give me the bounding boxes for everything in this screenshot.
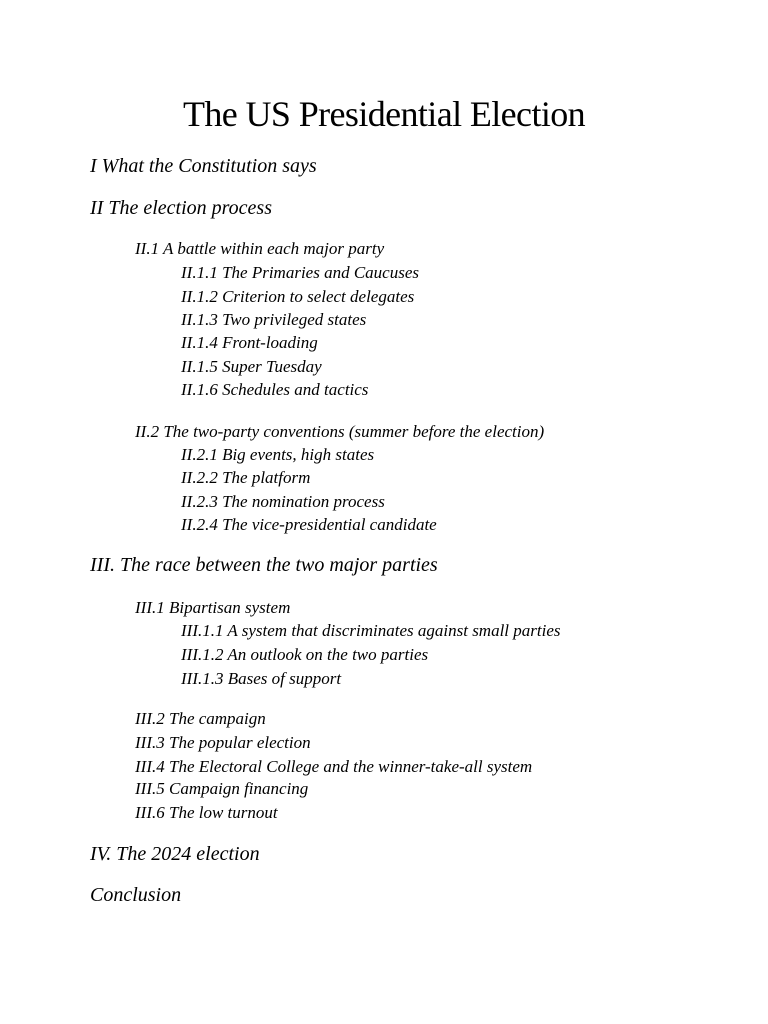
outline-heading-1: Conclusion	[90, 884, 182, 906]
outline-heading-1: III. The race between the two major parties	[90, 554, 438, 576]
outline-heading-3: II.1.5 Super Tuesday	[181, 357, 322, 376]
outline-heading-3: II.2.3 The nomination process	[181, 492, 385, 511]
outline-heading-2: III.5 Campaign financing	[135, 779, 309, 798]
outline-heading-3: II.1.4 Front-loading	[181, 333, 318, 352]
outline-heading-3: II.1.2 Criterion to select delegates	[181, 287, 415, 306]
outline-heading-3: III.1.3 Bases of support	[181, 669, 342, 688]
outline-heading-3: II.2.4 The vice-presidential candidate	[181, 515, 437, 534]
outline-heading-3: II.1.1 The Primaries and Caucuses	[181, 263, 419, 282]
outline-heading-3: II.2.1 Big events, high states	[181, 445, 375, 464]
outline-heading-3: II.1.3 Two privileged states	[181, 310, 367, 329]
outline-heading-1: II The election process	[90, 197, 272, 219]
outline-heading-2: III.3 The popular election	[135, 733, 311, 752]
outline-heading-2: III.1 Bipartisan system	[135, 598, 291, 617]
outline-heading-3: III.1.1 A system that discriminates against small parties	[181, 621, 561, 640]
outline-heading-2: II.1 A battle within each major party	[135, 239, 385, 258]
outline-heading-1: I What the Constitution says	[90, 155, 317, 177]
outline-heading-3: III.1.2 An outlook on the two parties	[181, 645, 429, 664]
outline-heading-2: II.2 The two-party conventions (summer before the election)	[135, 422, 545, 441]
page-title: The US Presidential Election	[182, 94, 586, 134]
outline-heading-3: II.1.6 Schedules and tactics	[181, 380, 369, 399]
outline-heading-2: III.2 The campaign	[135, 709, 266, 728]
outline-heading-3: II.2.2 The platform	[181, 468, 311, 487]
outline-heading-2: III.6 The low turnout	[135, 803, 278, 822]
outline-heading-2: III.4 The Electoral College and the winner-take-all system	[135, 757, 533, 776]
outline-heading-1: IV. The 2024 election	[90, 843, 260, 865]
